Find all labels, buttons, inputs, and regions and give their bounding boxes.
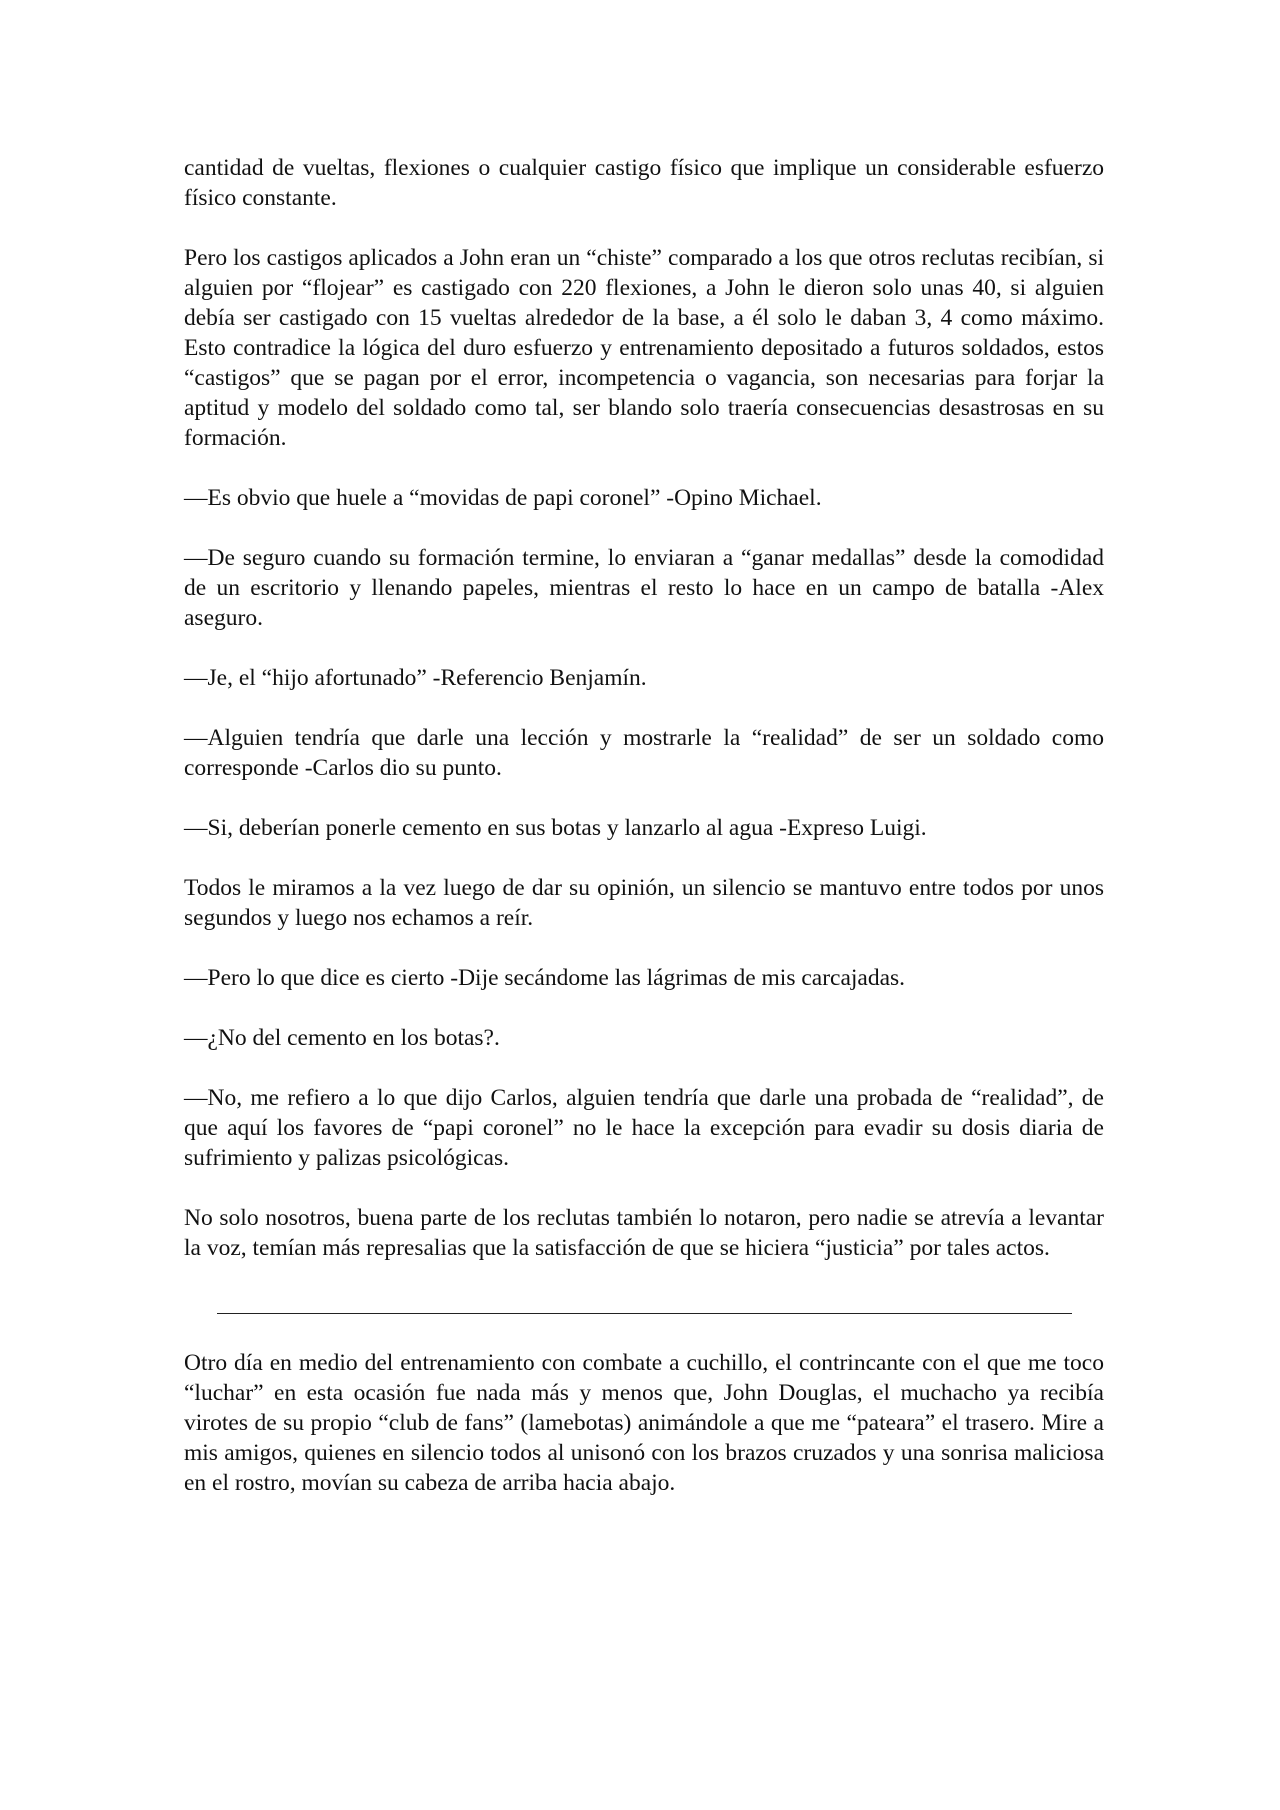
dialogue-line: —No, me refiero a lo que dijo Carlos, alguien tendría que darle una probada de “realidad”, de que aquí los favores de “papi coronel” no le hace la excepción para evadir su dosis diaria de sufrimiento y palizas psicológicas.	[184, 1085, 1104, 1171]
dialogue-line: —De seguro cuando su formación termine, lo enviaran a “ganar medallas” desde la comodidad de un escritorio y llenando papeles, mientras el resto lo hace en un campo de batalla -Alex aseguro.	[184, 545, 1104, 631]
document-body	[184, 153, 1104, 1528]
dialogue-line: —Es obvio que huele a “movidas de papi coronel” -Opino Michael.	[184, 485, 822, 511]
dialogue-line: —Si, deberían ponerle cemento en sus botas y lanzarlo al agua -Expreso Luigi.	[184, 815, 927, 841]
dialogue-line: —Alguien tendría que darle una lección y mostrarle la “realidad” de ser un soldado como corresponde -Carlos dio su punto.	[184, 725, 1104, 781]
section-divider	[217, 1313, 1072, 1314]
dialogue-line: —¿No del cemento en los botas?.	[184, 1025, 500, 1051]
paragraph: Otro día en medio del entrenamiento con combate a cuchillo, el contrincante con el que me toco “luchar” en esta ocasión fue nada más y menos que, John Douglas, el muchacho ya recibía virotes de su propio “club de fans” (lamebotas) animándole a que me “pateara” el trasero. Mire a mis amigos, quienes en silencio todos al unisonó con los brazos cruzados y una sonrisa maliciosa en el rostro, movían su cabeza de arriba hacia abajo.	[184, 1350, 1104, 1496]
dialogue-line: —Pero lo que dice es cierto -Dije secándome las lágrimas de mis carcajadas.	[184, 965, 906, 991]
paragraph: Todos le miramos a la vez luego de dar su opinión, un silencio se mantuvo entre todos por unos segundos y luego nos echamos a reír.	[184, 875, 1104, 931]
paragraph: cantidad de vueltas, flexiones o cualquier castigo físico que implique un considerable esfuerzo físico constante.	[184, 155, 1104, 211]
paragraph: No solo nosotros, buena parte de los reclutas también lo notaron, pero nadie se atrevía a levantar la voz, temían más represalias que la satisfacción de que se hiciera “justicia” por tales actos.	[184, 1205, 1104, 1261]
paragraph: Pero los castigos aplicados a John eran un “chiste” comparado a los que otros reclutas recibían, si alguien por “flojear” es castigado con 220 flexiones, a John le dieron solo unas 40, si alguien debía ser castigado con 15 vueltas alrededor de la base, a él solo le daban 3, 4 como máximo. Esto contradice la lógica del duro esfuerzo y entrenamiento depositado a futuros soldados, estos “castigos” que se pagan por el error, incompetencia o vagancia, son necesarias para forjar la aptitud y modelo del soldado como tal, ser blando solo traería consecuencias desastrosas en su formación.	[184, 245, 1104, 451]
dialogue-line: —Je, el “hijo afortunado” -Referencio Benjamín.	[184, 665, 647, 691]
